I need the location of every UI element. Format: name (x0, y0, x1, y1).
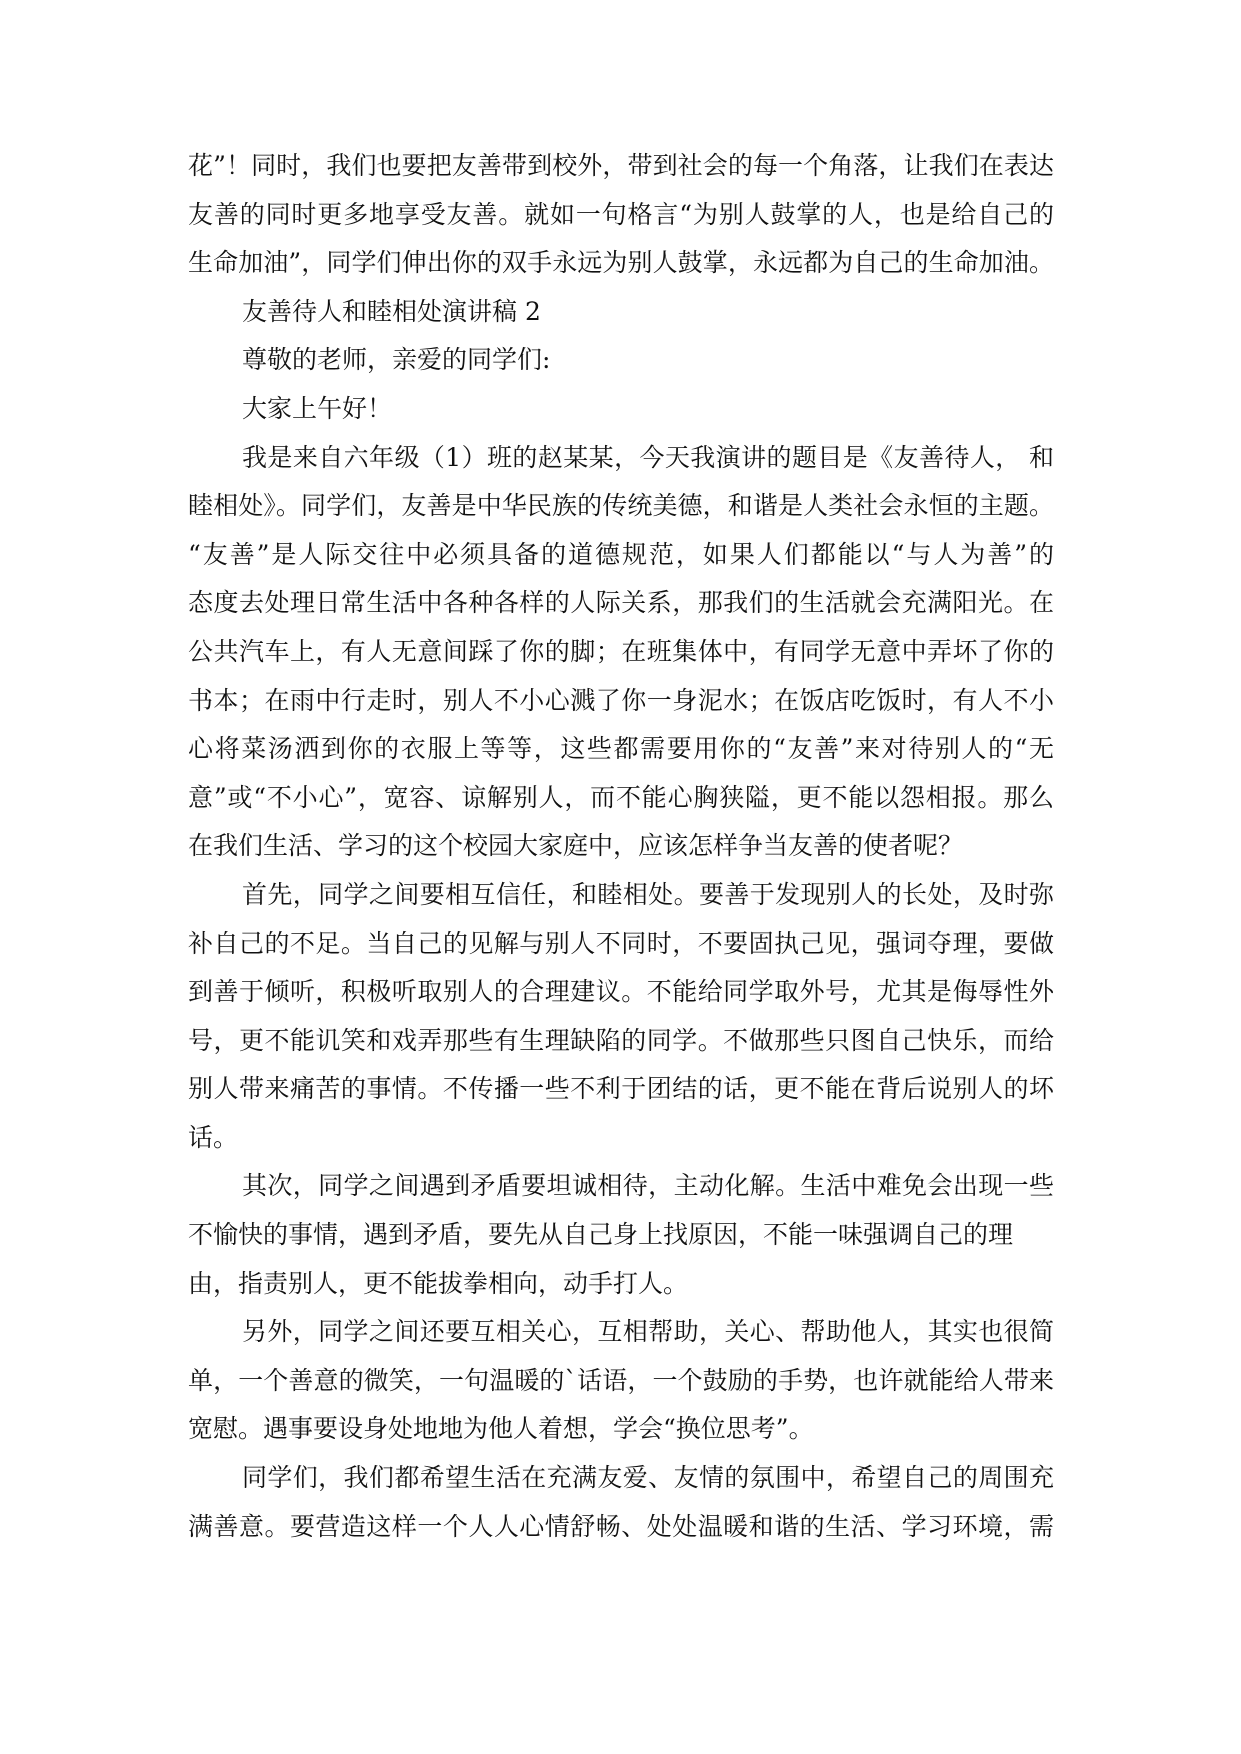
text-line: 补自己的不足。当自己的见解与别人不同时，不要固执己见，强词夺理，要做 (188, 928, 1054, 958)
text-line: 花”！同时，我们也要把友善带到校外，带到社会的每一个角落，让我们在表达 (188, 151, 1054, 180)
text-line: 满善意。要营造这样一个人人心情舒畅、处处温暖和谐的生活、学习环境，需 (188, 1511, 1054, 1541)
text-line: 公共汽车上，有人无意间踩了你的脚；在班集体中，有同学无意中弄坏了你的 (188, 636, 1054, 666)
text-line: 在我们生活、学习的这个校园大家庭中，应该怎样争当友善的使者呢？ (188, 831, 964, 861)
text-line: 另外，同学之间还要互相关心，互相帮助，关心、帮助他人，其实也很简 (242, 1317, 1054, 1347)
text-line: 不愉快的事情，遇到矛盾，要先从自己身上找原因，不能一味强调自己的理 (188, 1220, 1014, 1250)
text-line: 生命加油”，同学们伸出你的双手永远为别人鼓掌，永远都为自己的生命加油。 (188, 248, 1054, 278)
document-body (188, 142, 1054, 1551)
text-line: 我是来自六年级（1）班的赵某某，今天我演讲的题目是《友善待人， 和 (242, 442, 1054, 472)
text-line: 书本；在雨中行走时，别人不小心溅了你一身泥水；在饭店吃饭时，有人不小 (188, 685, 1054, 715)
text-line: 由，指责别人，更不能拔拳相向，动手打人。 (188, 1268, 689, 1298)
text-line: 号，更不能讥笑和戏弄那些有生理缺陷的同学。不做那些只图自己快乐，而给 (188, 1025, 1054, 1055)
text-line: 睦相处》。同学们，友善是中华民族的传统美德，和谐是人类社会永恒的主题。 (188, 491, 1054, 521)
text-line: 意”或“不小心”，宽容、谅解别人，而不能心胸狭隘，更不能以怨相报。那么 (188, 782, 1054, 812)
text-line: 宽慰。遇事要设身处地地为他人着想，学会“换位思考”。 (188, 1414, 814, 1444)
text-line: “友善”是人际交往中必须具备的道德规范，如果人们都能以“与人为善”的 (188, 539, 1054, 569)
text-line: 态度去处理日常生活中各种各样的人际关系，那我们的生活就会充满阳光。在 (188, 588, 1054, 618)
text-line: 友善的同时更多地享受友善。就如一句格言“为别人鼓掌的人，也是给自己的 (188, 199, 1054, 229)
text-line: 别人带来痛苦的事情。不传播一些不利于团结的话，更不能在背后说别人的坏 (188, 1074, 1054, 1104)
text-line: 同学们，我们都希望生活在充满友爱、友情的氛围中，希望自己的周围充 (242, 1463, 1054, 1493)
text-line: 其次，同学之间遇到矛盾要坦诚相待，主动化解。生活中难免会出现一些 (242, 1171, 1054, 1201)
text-line: 话。 (188, 1122, 239, 1152)
text-line: 单，一个善意的微笑，一句温暖的`话语，一个鼓励的手势，也许就能给人带来 (188, 1365, 1054, 1395)
text-line: 尊敬的老师，亲爱的同学们: (242, 345, 551, 375)
text-line: 大家上午好！ (242, 393, 393, 423)
text-line: 友善待人和睦相处演讲稿 2 (242, 296, 541, 326)
text-line: 首先，同学之间要相互信任，和睦相处。要善于发现别人的长处，及时弥 (242, 879, 1054, 909)
text-line: 到善于倾听，积极听取别人的合理建议。不能给同学取外号，尤其是侮辱性外 (188, 977, 1054, 1007)
text-line: 心将菜汤洒到你的衣服上等等，这些都需要用你的“友善”来对待别人的“无 (188, 734, 1054, 764)
